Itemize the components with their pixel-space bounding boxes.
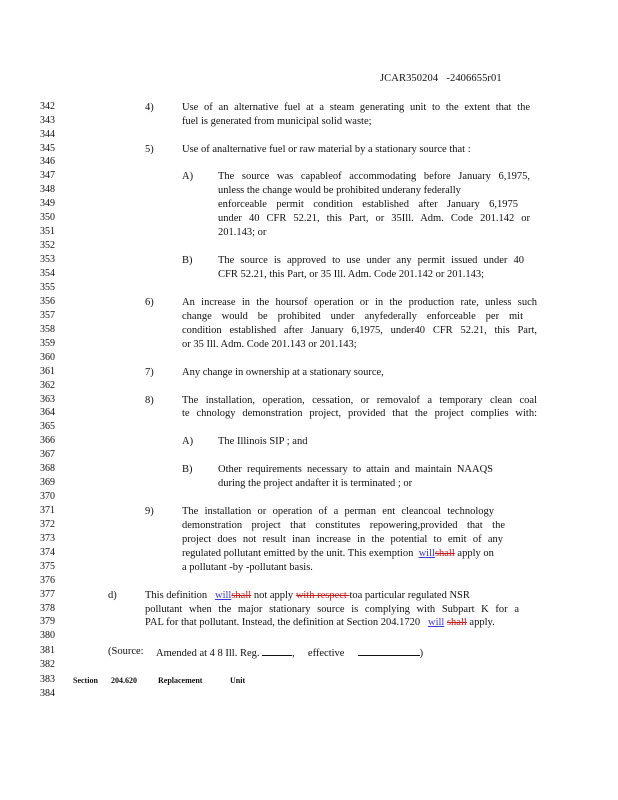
item-6-line: condition established after January 6,1975, under40 CFR 52.21, this Part, (182, 325, 537, 336)
line-number: 355 (40, 282, 55, 293)
item-6-line: or 35 Ill. Adm. Code 201.143 or 201.143; (182, 339, 357, 350)
line-number: 384 (40, 688, 55, 699)
subsection-d-line1 (145, 590, 537, 601)
line-number: 347 (40, 170, 55, 181)
item-9-line4-text: regulated pollutant emitted by the unit. This exemption (182, 548, 414, 559)
inserted-text: will (215, 590, 232, 601)
footer-section: Section (73, 676, 98, 685)
line-number: 345 (40, 143, 55, 154)
item-5b-label: B) (182, 255, 193, 266)
source-text: Amended at 4 8 Ill. Reg. (156, 648, 263, 659)
line-number: 368 (40, 463, 55, 474)
item-4-line2: fuel is generated from municipal solid waste; (182, 116, 372, 127)
item-9-label: 9) (145, 506, 154, 517)
line-number: 371 (40, 505, 55, 516)
line-number: 357 (40, 310, 55, 321)
line-number: 348 (40, 184, 55, 195)
footer-unit: Unit (230, 676, 246, 685)
deleted-text: shall (231, 590, 252, 601)
item-9-line4 (182, 548, 542, 559)
item-6-line: An increase in the hoursof operation or in the production rate, unless such (182, 297, 537, 308)
item-5a-line: 201.143; or (218, 227, 267, 238)
item-4-label: 4) (145, 102, 154, 113)
line-number: 349 (40, 198, 55, 209)
line-number: 364 (40, 407, 55, 418)
subsection-d-text: toa particular regulated NSR (349, 590, 470, 601)
item-5a-line: under 40 CFR 52.21, this Part, or 35Ill. Adm. Code 201.142 or (218, 213, 530, 224)
item-4-line1: Use of an alternative fuel at a steam generating unit to the extent that the (182, 102, 530, 113)
deleted-text: with respect (295, 590, 350, 601)
item-7-line1: Any change in ownership at a stationary source, (182, 367, 384, 378)
line-number: 370 (40, 491, 55, 502)
line-number: 375 (40, 561, 55, 572)
document-number: -2406655r01 (446, 73, 502, 84)
source-label: (Source: (108, 646, 144, 657)
item-9-line: The installation or operation of a perman ent cleancoal technology (182, 506, 494, 517)
item-8-line: The installation, operation, cessation, or removalof a temporary clean coal (182, 395, 537, 406)
item-5-line1: Use of analternative fuel or raw material by a stationary source that : (182, 144, 471, 155)
item-8b-line: Other requirements necessary to attain and maintain NAAQS (218, 464, 493, 475)
line-number: 360 (40, 352, 55, 363)
item-8b-label: B) (182, 464, 193, 475)
item-5a-label: A) (182, 171, 194, 182)
item-5-label: 5) (145, 144, 154, 155)
subsection-d-line3 (145, 617, 545, 628)
item-8a-label: A) (182, 436, 194, 447)
line-number: 343 (40, 115, 55, 126)
item-5a-line: enforceable permit condition established after January 6,1975 (218, 199, 518, 210)
item-5b-line: The source is approved to use under any permit issued under 40 (218, 255, 524, 266)
line-number: 359 (40, 338, 55, 349)
inserted-text: will (418, 548, 435, 559)
subsection-d-text: apply. (466, 617, 495, 628)
line-number: 366 (40, 435, 55, 446)
line-number: 354 (40, 268, 55, 279)
source-comma: , (292, 648, 295, 659)
footer-number: 204.620 (111, 676, 137, 685)
line-number: 342 (40, 101, 55, 112)
item-8-label: 8) (145, 395, 154, 406)
line-number: 367 (40, 449, 55, 460)
subsection-d-text: This definition (145, 590, 208, 601)
line-number: 369 (40, 477, 55, 488)
blank-line (262, 646, 292, 656)
item-5b-line: CFR 52.21, this Part, or 35 Ill. Adm. Code 201.142 or 201.143; (218, 269, 485, 280)
line-number: 362 (40, 380, 55, 391)
line-number: 356 (40, 296, 55, 307)
subsection-d-text: PAL for that pollutant. Instead, the definition at Section 204.1720 (145, 617, 421, 628)
item-5a-line: The source was capableof accommodating before January 6,1975, (218, 171, 530, 182)
line-number: 379 (40, 616, 55, 627)
document-id: JCAR350204 (380, 73, 439, 84)
line-number: 350 (40, 212, 55, 223)
deleted-text: shall (434, 548, 455, 559)
item-9-line4-tail: apply on (454, 548, 494, 559)
item-8-line: te chnology demonstration project, provided that the project complies with: (182, 408, 537, 419)
line-number: 361 (40, 366, 55, 377)
item-9-line: project does not result inan increase in the potential to emit of any (182, 534, 503, 545)
item-8a-line1: The Illinois SIP ; and (218, 436, 308, 447)
subsection-d-text: not apply (251, 590, 296, 601)
document-header (380, 73, 502, 84)
item-8b-line: during the project andafter it is terminated ; or (218, 478, 413, 489)
item-6-line: change would be prohibited under anyfederally enforceable per mit (182, 311, 523, 322)
line-number: 363 (40, 394, 55, 405)
item-9-line: a pollutant -by -pollutant basis. (182, 562, 313, 573)
line-number: 378 (40, 603, 55, 614)
item-5a-line: unless the change would be prohibited underany federally (218, 185, 461, 196)
line-number: 383 (40, 674, 55, 685)
footer-replacement: Replacement (158, 676, 203, 685)
line-number: 353 (40, 254, 55, 265)
line-number: 372 (40, 519, 55, 530)
line-number: 373 (40, 533, 55, 544)
line-number: 365 (40, 421, 55, 432)
line-number: 376 (40, 575, 55, 586)
line-number: 344 (40, 129, 55, 140)
line-number: 346 (40, 156, 55, 167)
source-close: ) (419, 648, 424, 659)
source-note (156, 646, 423, 659)
line-number: 381 (40, 645, 55, 656)
line-number: 351 (40, 226, 55, 237)
line-number: 382 (40, 659, 55, 670)
subsection-d-label: d) (108, 590, 117, 601)
inserted-text: will (427, 617, 445, 628)
line-number: 377 (40, 589, 55, 600)
subsection-d-line2: pollutant when the major stationary source is complying with Subpart K for a (145, 604, 519, 615)
line-number: 374 (40, 547, 55, 558)
line-number: 352 (40, 240, 55, 251)
line-number: 380 (40, 630, 55, 641)
item-9-line: demonstration project that constitutes repowering,provided that the (182, 520, 505, 531)
line-number: 358 (40, 324, 55, 335)
deleted-text: shall (446, 617, 467, 628)
blank-line (358, 646, 420, 656)
item-7-label: 7) (145, 367, 154, 378)
item-6-label: 6) (145, 297, 154, 308)
source-effective: effective (307, 648, 345, 659)
